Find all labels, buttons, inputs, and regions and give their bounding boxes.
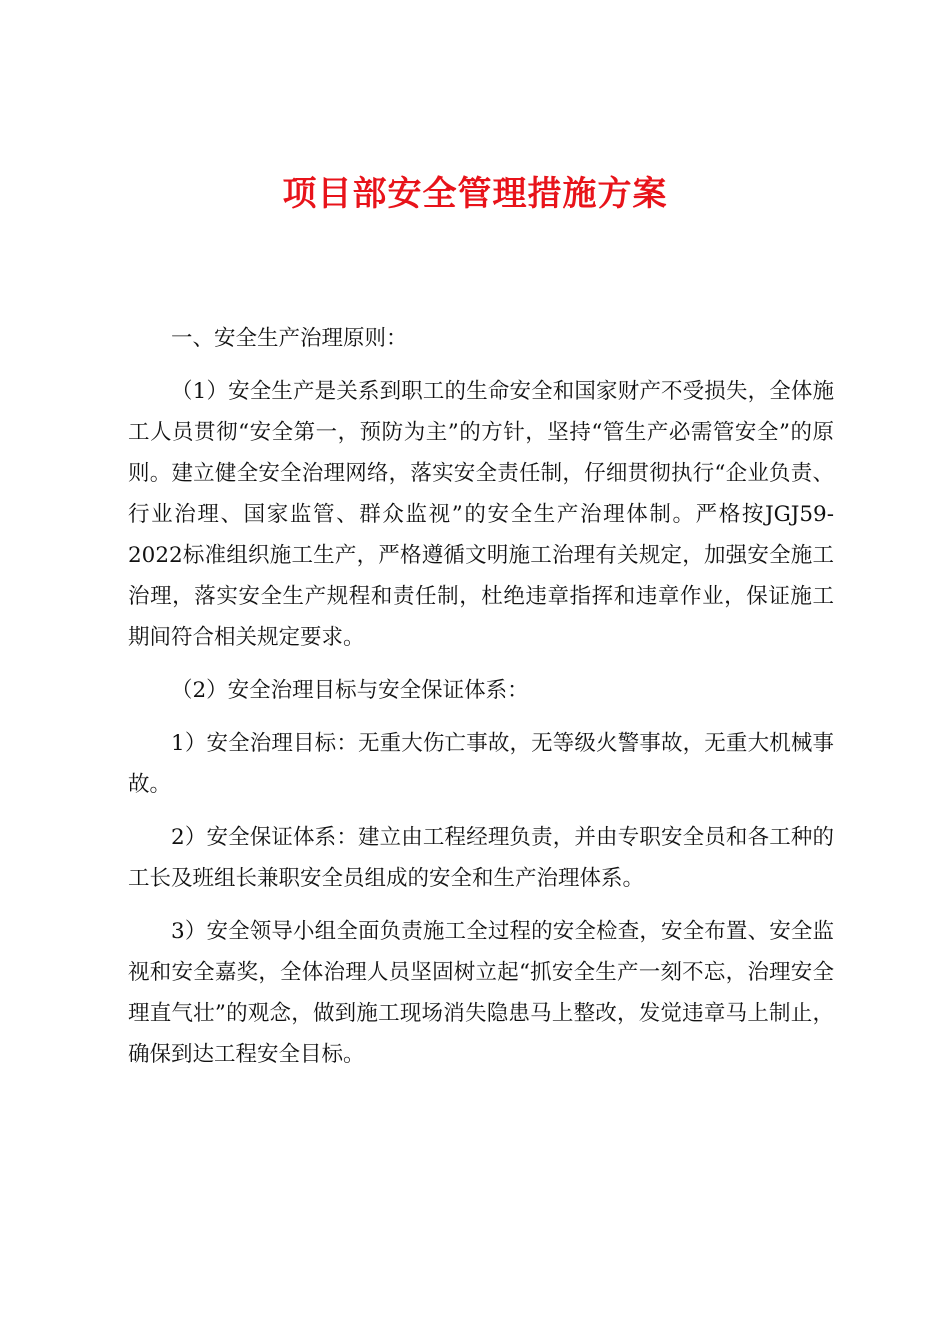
section-heading: 一、安全生产治理原则： [171,326,408,351]
document-body [128,318,834,1087]
paragraph: 2）安全保证体系：建立由工程经理负责，并由专职安全员和各工种的工长及班组长兼职安全员组成的安全和生产治理体系。 [128,825,834,891]
document-title: 项目部安全管理措施方案 [282,174,668,214]
paragraph: （1）安全生产是关系到职工的生命安全和国家财产不受损失，全体施工人员贯彻“安全第一，预防为主”的方针，坚持“管生产必需管安全”的原则。建立健全安全治理网络，落实安全责任制，仔细贯彻执行“企业负责、行业治理、国家监管、群众监视”的安全生产治理体制。严格按JGJ59-2022标准组织施工生产，严格遵循文明施工治理有关规定，加强安全施工治理，落实安全生产规程和责任制，杜绝违章指挥和违章作业，保证施工期间符合相关规定要求。 [128,379,834,650]
paragraph: 1）安全治理目标：无重大伤亡事故，无等级火警事故，无重大机械事故。 [128,731,834,797]
subsection-heading: （2）安全治理目标与安全保证体系： [171,678,529,703]
paragraph: 3）安全领导小组全面负责施工全过程的安全检查，安全布置、安全监视和安全嘉奖，全体治理人员坚固树立起“抓安全生产一刻不忘，治理安全理直气壮”的观念，做到施工现场消失隐患马上整改，发觉违章马上制止，确保到达工程安全目标。 [128,919,834,1067]
